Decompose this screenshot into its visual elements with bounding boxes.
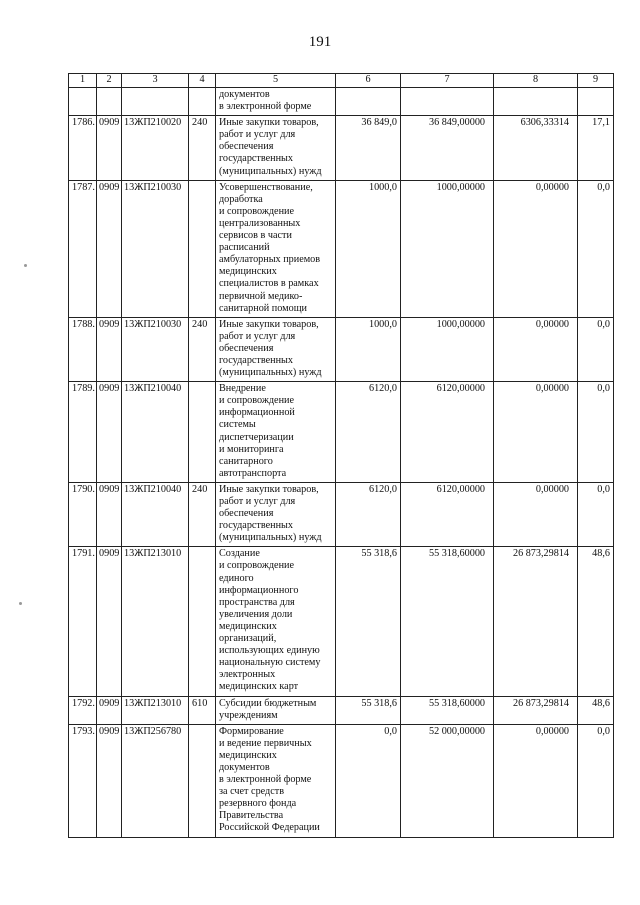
section-code: 0909 (97, 696, 122, 724)
section-code: 0909 (97, 724, 122, 837)
executed-amount: 26 873,29814 (494, 696, 578, 724)
item-name: Внедрение и сопровождение информационной системы диспетчеризации и мониторинга санитарного автотранспорта (216, 382, 336, 483)
execution-percent: 0,0 (578, 382, 614, 483)
executed-amount: 6306,33314 (494, 116, 578, 180)
table-row (69, 180, 614, 317)
executed-amount: 26 873,29814 (494, 547, 578, 696)
col-header: 4 (189, 74, 216, 88)
row-number: 1787. (69, 180, 97, 317)
budget-allocation: 1000,00000 (401, 317, 494, 381)
item-name: Формирование и ведение первичных медицинских документов в электронной форме за счет средств резервного фонда Правительства Российской Федерации (216, 724, 336, 837)
expense-type-code: 240 (189, 317, 216, 381)
target-article-code (122, 88, 189, 116)
executed-amount: 0,00000 (494, 180, 578, 317)
target-article-code: 13ЖП210040 (122, 382, 189, 483)
row-number: 1790. (69, 482, 97, 546)
scan-artifact (24, 264, 27, 267)
table-row (69, 696, 614, 724)
execution-percent (578, 88, 614, 116)
item-name: Субсидии бюджетным учреждениям (216, 696, 336, 724)
table-row (69, 88, 614, 116)
expense-type-code: 610 (189, 696, 216, 724)
planned-amount: 6120,0 (336, 382, 401, 483)
item-name: Усовершенствование, доработка и сопровождение централизованных сервисов в части расписаний амбулаторных приемов медицинских специалистов в рамках первичной медико- санитарной помощи (216, 180, 336, 317)
section-code: 0909 (97, 547, 122, 696)
target-article-code: 13ЖП210040 (122, 482, 189, 546)
col-header: 9 (578, 74, 614, 88)
header-row (69, 74, 614, 88)
table-row (69, 382, 614, 483)
budget-allocation (401, 88, 494, 116)
budget-allocation: 6120,00000 (401, 482, 494, 546)
expense-type-code (189, 547, 216, 696)
executed-amount (494, 88, 578, 116)
item-name: Иные закупки товаров, работ и услуг для обеспечения государственных (муниципальных) нужд (216, 482, 336, 546)
target-article-code: 13ЖП210030 (122, 180, 189, 317)
expense-type-code (189, 180, 216, 317)
table-row (69, 724, 614, 837)
col-header: 7 (401, 74, 494, 88)
execution-percent: 48,6 (578, 696, 614, 724)
execution-percent: 17,1 (578, 116, 614, 180)
col-header: 8 (494, 74, 578, 88)
col-header: 6 (336, 74, 401, 88)
item-name: Иные закупки товаров, работ и услуг для обеспечения государственных (муниципальных) нужд (216, 116, 336, 180)
table-row (69, 547, 614, 696)
row-number: 1789. (69, 382, 97, 483)
scan-artifact (19, 602, 22, 605)
item-name: документов в электронной форме (216, 88, 336, 116)
col-header: 5 (216, 74, 336, 88)
target-article-code: 13ЖП213010 (122, 547, 189, 696)
row-number: 1788. (69, 317, 97, 381)
execution-percent: 0,0 (578, 317, 614, 381)
expense-type-code: 240 (189, 482, 216, 546)
planned-amount: 55 318,6 (336, 547, 401, 696)
expense-type-code (189, 382, 216, 483)
row-number: 1793. (69, 724, 97, 837)
planned-amount: 6120,0 (336, 482, 401, 546)
section-code: 0909 (97, 116, 122, 180)
budget-allocation: 36 849,00000 (401, 116, 494, 180)
expense-type-code: 240 (189, 116, 216, 180)
budget-table (68, 73, 614, 838)
section-code: 0909 (97, 482, 122, 546)
table-row (69, 317, 614, 381)
execution-percent: 0,0 (578, 724, 614, 837)
planned-amount: 55 318,6 (336, 696, 401, 724)
section-code: 0909 (97, 382, 122, 483)
executed-amount: 0,00000 (494, 317, 578, 381)
executed-amount: 0,00000 (494, 482, 578, 546)
budget-allocation: 6120,00000 (401, 382, 494, 483)
planned-amount: 0,0 (336, 724, 401, 837)
table-row (69, 482, 614, 546)
executed-amount: 0,00000 (494, 724, 578, 837)
section-code: 0909 (97, 180, 122, 317)
section-code (97, 88, 122, 116)
col-header: 1 (69, 74, 97, 88)
col-header: 2 (97, 74, 122, 88)
section-code: 0909 (97, 317, 122, 381)
budget-allocation: 52 000,00000 (401, 724, 494, 837)
expense-type-code (189, 724, 216, 837)
row-number: 1792. (69, 696, 97, 724)
col-header: 3 (122, 74, 189, 88)
budget-allocation: 55 318,60000 (401, 547, 494, 696)
table-row (69, 116, 614, 180)
planned-amount (336, 88, 401, 116)
planned-amount: 36 849,0 (336, 116, 401, 180)
planned-amount: 1000,0 (336, 317, 401, 381)
target-article-code: 13ЖП210020 (122, 116, 189, 180)
row-number (69, 88, 97, 116)
planned-amount: 1000,0 (336, 180, 401, 317)
budget-allocation: 1000,00000 (401, 180, 494, 317)
execution-percent: 0,0 (578, 482, 614, 546)
executed-amount: 0,00000 (494, 382, 578, 483)
page-number: 191 (308, 34, 332, 50)
item-name: Иные закупки товаров, работ и услуг для обеспечения государственных (муниципальных) нужд (216, 317, 336, 381)
item-name: Создание и сопровождение единого информационного пространства для увеличения доли медицинских организаций, использующих единую национальную систему электронных медицинских карт (216, 547, 336, 696)
target-article-code: 13ЖП256780 (122, 724, 189, 837)
row-number: 1786. (69, 116, 97, 180)
execution-percent: 0,0 (578, 180, 614, 317)
row-number: 1791. (69, 547, 97, 696)
target-article-code: 13ЖП210030 (122, 317, 189, 381)
target-article-code: 13ЖП213010 (122, 696, 189, 724)
expense-type-code (189, 88, 216, 116)
budget-allocation: 55 318,60000 (401, 696, 494, 724)
execution-percent: 48,6 (578, 547, 614, 696)
